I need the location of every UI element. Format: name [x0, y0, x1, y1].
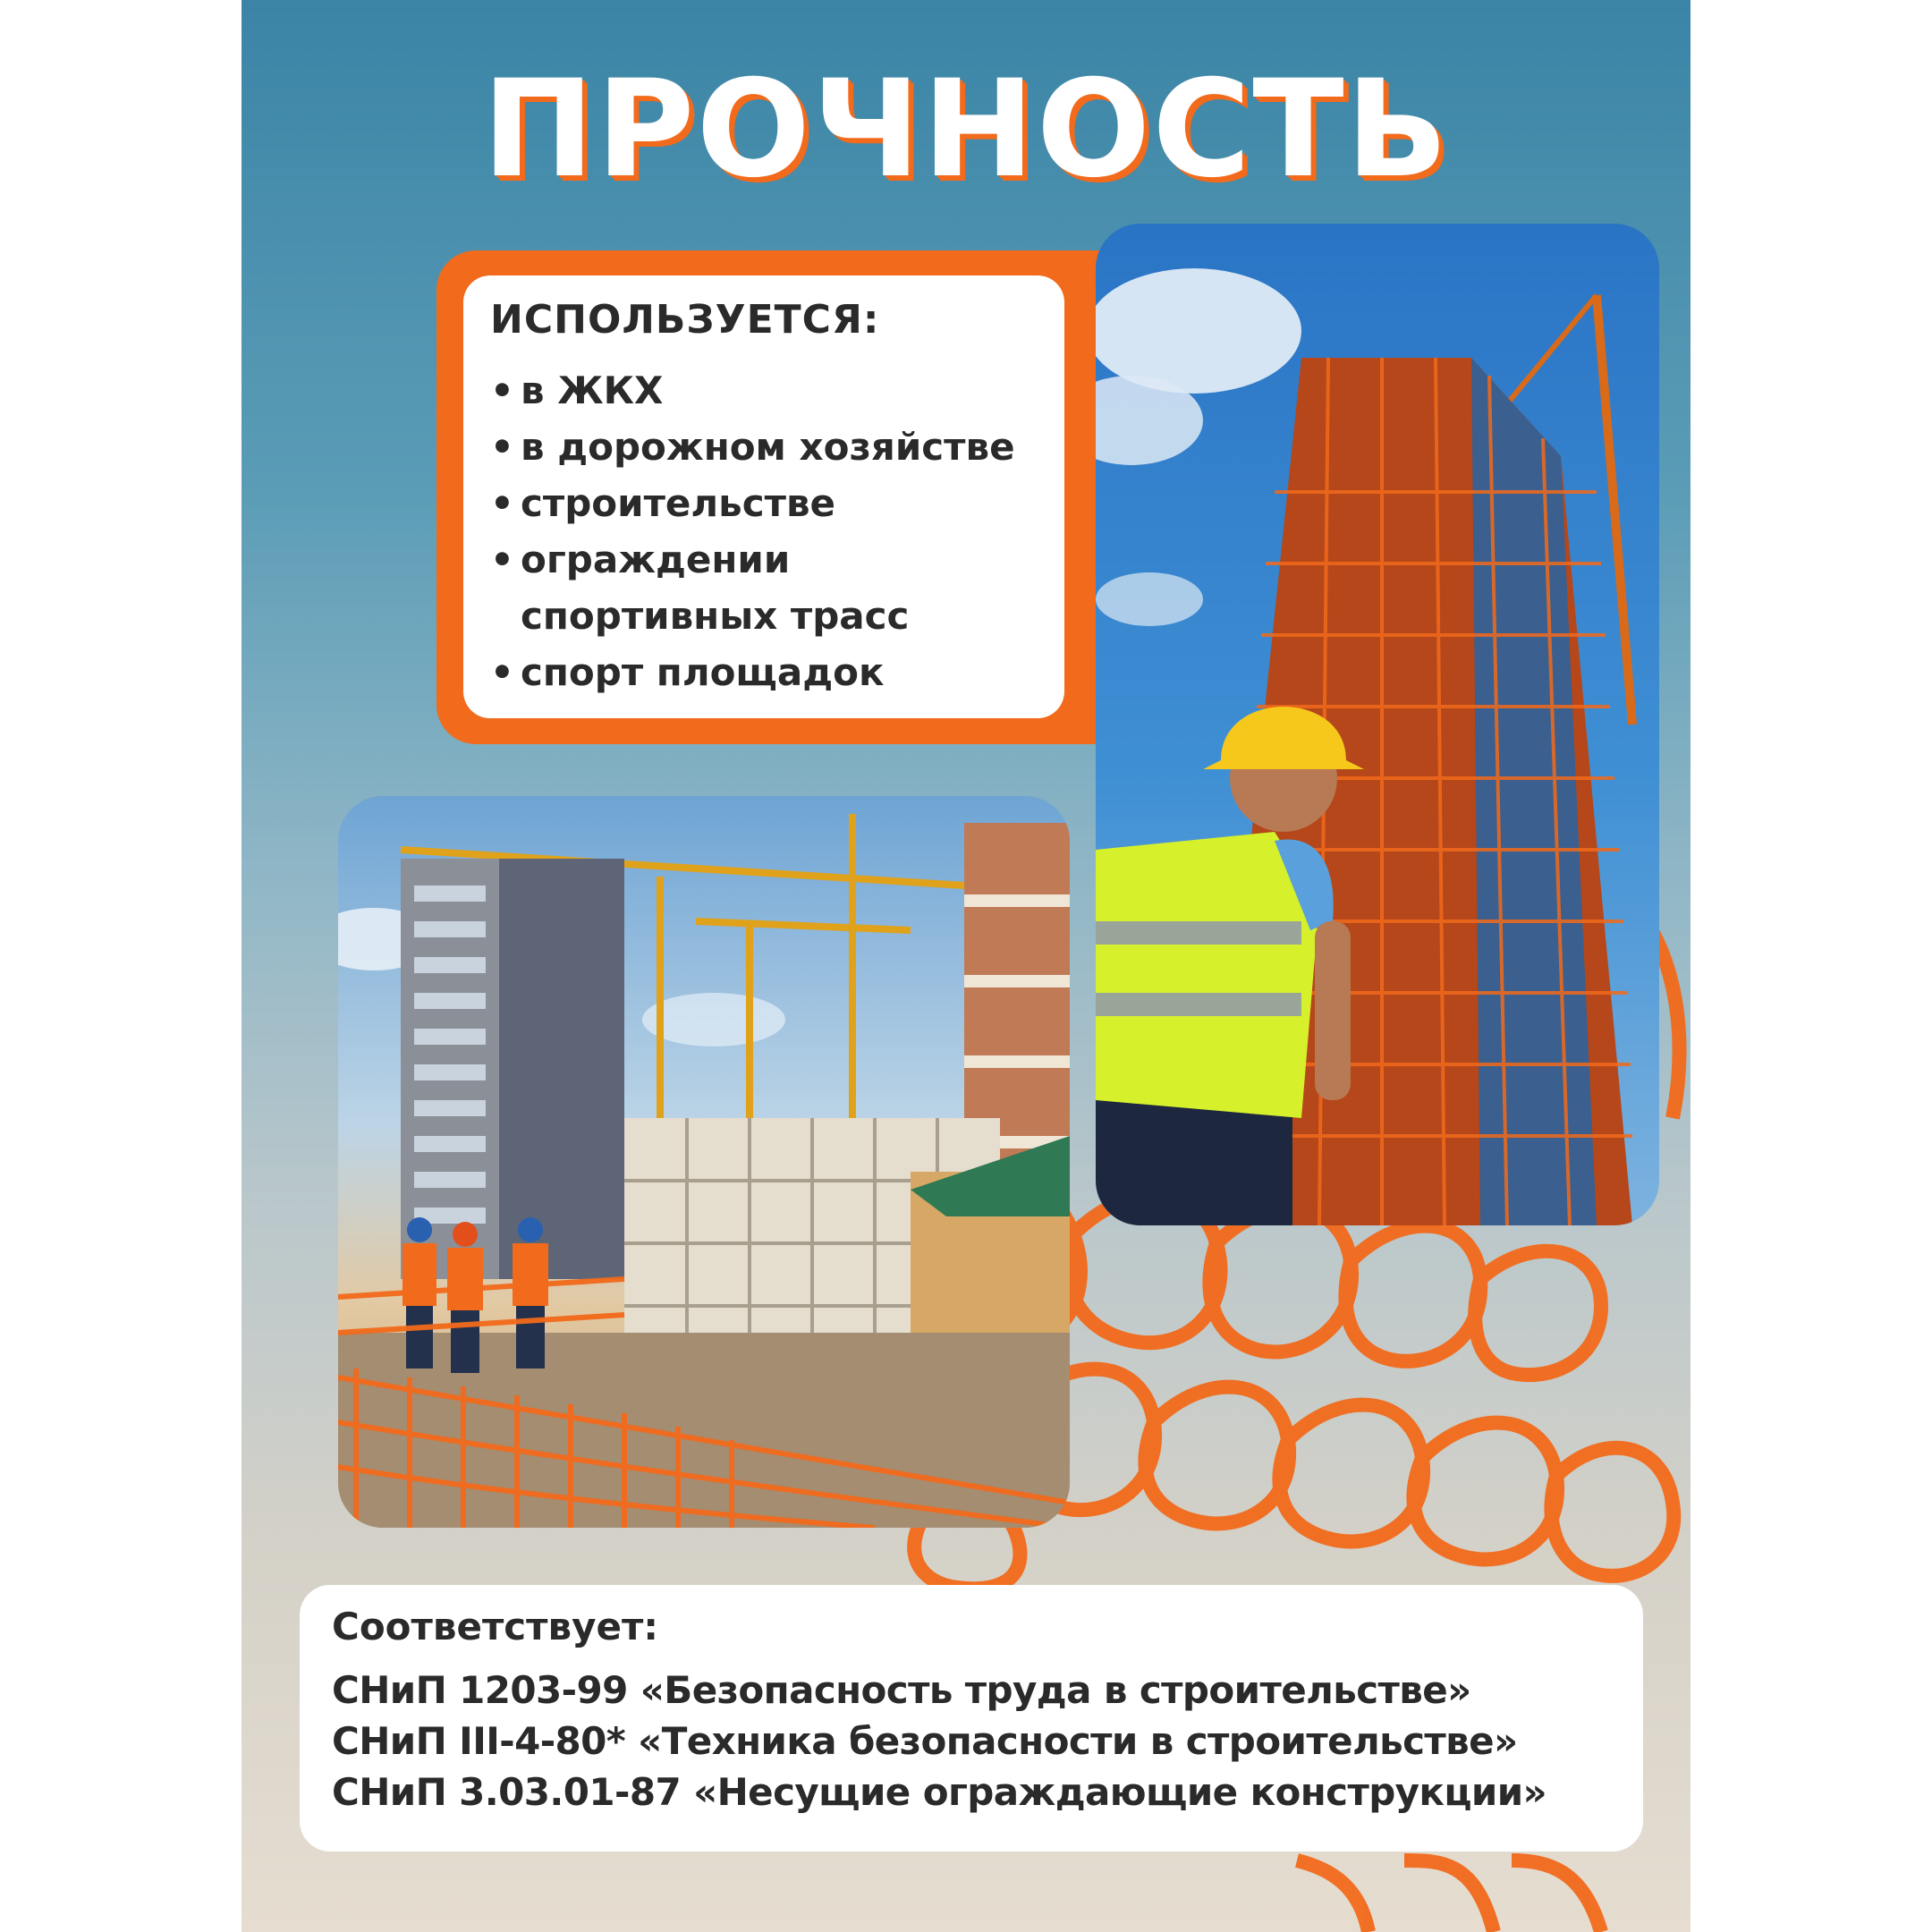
usage-item-label: ограждении: [521, 538, 791, 581]
norm-snip-iii-4-80: СНиП III-4-80* «Техника безопасности в строительстве»: [332, 1719, 1518, 1763]
usage-item-label: строительстве: [521, 481, 836, 525]
poster: [242, 0, 1690, 1932]
tower-photo: [1096, 224, 1659, 1225]
usage-item-label: спорт площадок: [521, 650, 885, 694]
bullet: •: [490, 538, 514, 581]
usage-card: [463, 275, 1064, 718]
usage-item-label: в дорожном хозяйстве: [521, 425, 1015, 469]
usage-item-label: в ЖКХ: [521, 369, 664, 412]
bullet: •: [490, 650, 514, 694]
page-title: ПРОЧНОСТЬ: [482, 52, 1450, 208]
bullet: •: [490, 481, 514, 525]
bullet: •: [490, 425, 514, 469]
usage-item-sport-tracks: [490, 531, 1038, 644]
site-illustration: [338, 796, 1070, 1528]
construction-site-photo: [338, 796, 1070, 1528]
usage-item-zhkh: [490, 362, 1038, 419]
usage-item-construction: [490, 475, 1038, 531]
norm-snip-1203-99: СНиП 1203-99 «Безопасность труда в строительстве»: [332, 1668, 1471, 1712]
tower-illustration: [1096, 224, 1659, 1225]
norm-snip-3-03-01-87: СНиП 3.03.01-87 «Несущие ограждающие конструкции»: [332, 1770, 1547, 1814]
norms-heading: Соответствует:: [332, 1605, 659, 1648]
bullet: •: [490, 369, 514, 412]
norms-card: [300, 1585, 1643, 1852]
usage-list: [490, 362, 1038, 700]
usage-item-sport-grounds: [490, 644, 1038, 700]
usage-heading: ИСПОЛЬЗУЕТСЯ:: [490, 297, 880, 343]
usage-item-roads: [490, 419, 1038, 475]
usage-item-label-continued: спортивных трасс: [521, 594, 910, 638]
